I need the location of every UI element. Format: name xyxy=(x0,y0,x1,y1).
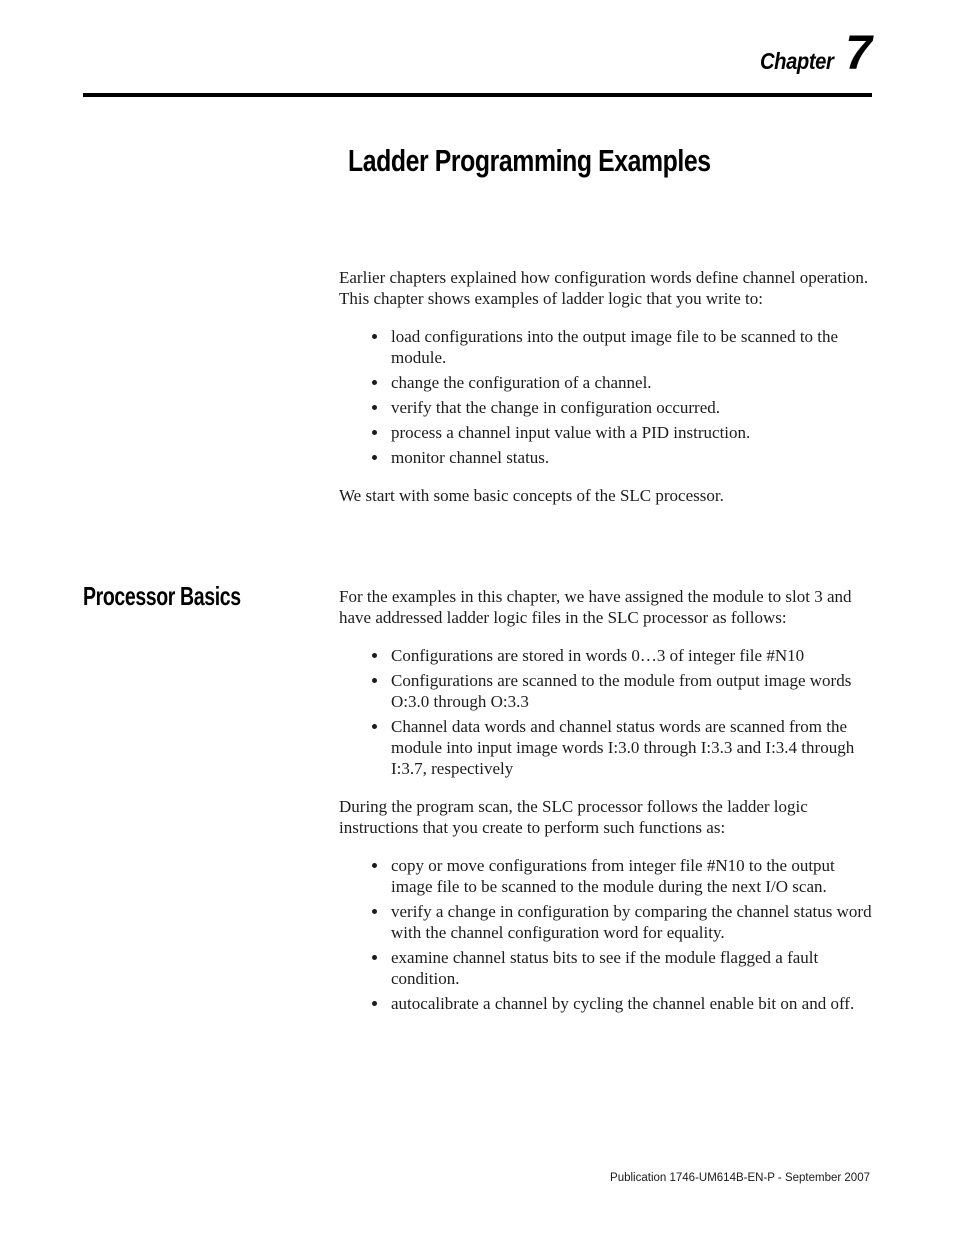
list-item: • load configurations into the output image file to be scanned to the module. xyxy=(389,326,874,368)
list-item: • process a channel input value with a PID instruction. xyxy=(389,422,874,443)
section-heading-processor-basics: Processor Basics xyxy=(83,581,241,611)
header-rule xyxy=(83,93,872,97)
list-item: • change the configuration of a channel. xyxy=(389,372,874,393)
list-item: • Configurations are stored in words 0…3 of integer file #N10 xyxy=(389,645,874,666)
list-item: • monitor channel status. xyxy=(389,447,874,468)
processor-basics-section xyxy=(339,586,874,1031)
footer-publication: Publication 1746-UM614B-EN-P - September 2007 xyxy=(610,1172,870,1184)
intro-bullet-list xyxy=(339,326,874,468)
list-item: • autocalibrate a channel by cycling the channel enable bit on and off. xyxy=(389,993,874,1014)
processor-basics-paragraph-1: For the examples in this chapter, we have assigned the module to slot 3 and have addressed ladder logic files in the SLC processor as follows: xyxy=(339,587,852,627)
intro-closing-paragraph: We start with some basic concepts of the SLC processor. xyxy=(339,486,724,505)
intro-paragraph: Earlier chapters explained how configuration words define channel operation. This chapter shows examples of ladder logic that you write to: xyxy=(339,268,869,308)
chapter-label: Chapter xyxy=(759,48,834,74)
list-item: • copy or move configurations from integer file #N10 to the output image file to be scanned to the module during the next I/O scan. xyxy=(389,855,874,897)
list-item: • Configurations are scanned to the module from output image words O:3.0 through O:3.3 xyxy=(389,670,874,712)
page-title: Ladder Programming Examples xyxy=(348,143,711,178)
processor-basics-paragraph-2: During the program scan, the SLC processor follows the ladder logic instructions that you create to perform such functions as: xyxy=(339,797,808,837)
list-item: • examine channel status bits to see if the module flagged a fault condition. xyxy=(389,947,874,989)
list-item: • verify a change in configuration by comparing the channel status word with the channel configuration word for equality. xyxy=(389,901,874,943)
processor-basics-bullet-list-2 xyxy=(339,855,874,1014)
list-item: • Channel data words and channel status words are scanned from the module into input image words I:3.0 through I:3.3 and I:3.4 through I:3.7, respectively xyxy=(389,716,874,779)
intro-section xyxy=(339,267,874,506)
chapter-number: 7 xyxy=(845,27,872,80)
processor-basics-bullet-list-1 xyxy=(339,645,874,779)
list-item: • verify that the change in configuration occurred. xyxy=(389,397,874,418)
chapter-header xyxy=(750,27,872,80)
